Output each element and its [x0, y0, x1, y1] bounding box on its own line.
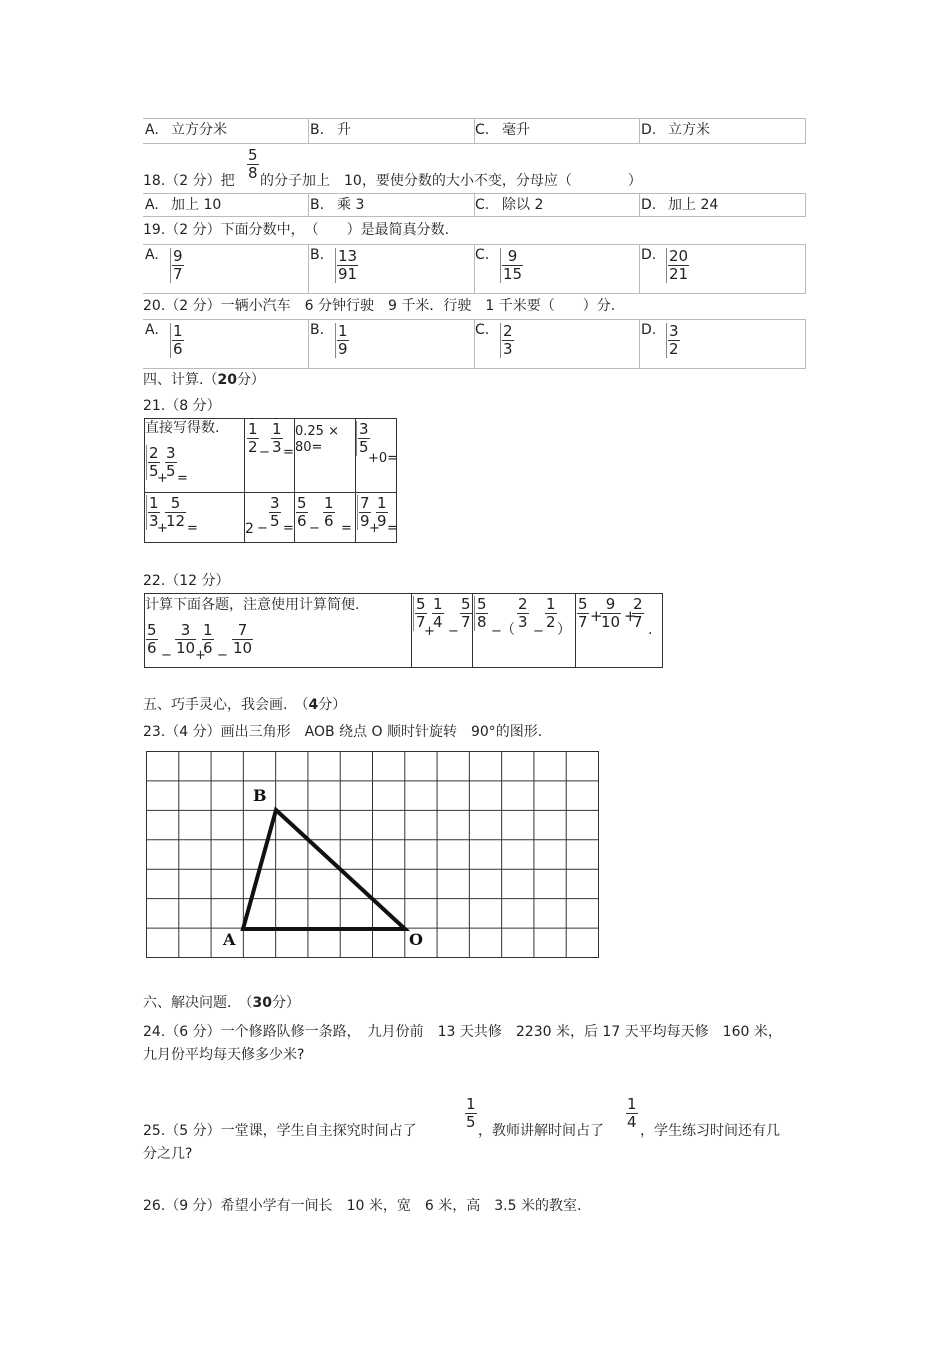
q22-e4-op2: +	[624, 607, 637, 625]
q22-e3-rp: ）	[557, 622, 571, 638]
q17-option-b-letter: B.	[310, 122, 325, 138]
q21-c1-b	[165, 445, 177, 480]
q19-option-a-letter: A.	[145, 247, 159, 263]
q19-option-c-letter: C.	[475, 247, 490, 263]
q17-option-b-text: 升	[337, 122, 351, 138]
q21-c4-a-den: 5	[359, 438, 369, 456]
q22-e3-c-num: 1	[546, 595, 556, 613]
q20-d-num: 3	[669, 322, 679, 340]
q18-frac-num: 5	[248, 146, 258, 164]
q23-grid-figure	[146, 751, 600, 963]
q19-a-den: 7	[173, 265, 183, 283]
q19-c-num: 9	[507, 247, 518, 265]
q18-option-d-text: 加上 24	[668, 197, 719, 213]
q22-e3-a	[474, 596, 488, 631]
q19-option-a-frac	[170, 248, 184, 283]
q24-line1: 24.（6 分）一个修路队修一条路， 九月份前 13 天共修 2230 米，后 17 天平均每天修 160 米，	[143, 1024, 782, 1040]
q22-e4-a-num: 5	[578, 595, 588, 613]
q20-option-d-letter: D.	[641, 322, 657, 338]
q22-cell-1	[145, 594, 412, 668]
q21-c7-a-den: 6	[297, 512, 307, 530]
q18-option-d-letter: D.	[641, 197, 657, 213]
q22-e2-b	[432, 596, 444, 631]
point-a-label: A	[223, 930, 236, 949]
q22-e2-b-den: 4	[433, 613, 443, 631]
q22-e3-op2: −	[533, 624, 544, 639]
q21-c2-b	[271, 421, 283, 456]
q22-e2-op2: −	[448, 624, 459, 639]
q21-c5-op: +	[157, 521, 168, 536]
q21-c8-b	[376, 495, 388, 530]
q21-c5-eq: =	[187, 521, 198, 536]
q22-e4-c-num: 2	[633, 595, 643, 613]
q22-e3-a-den: 8	[477, 613, 487, 631]
q25-frac1	[465, 1096, 477, 1131]
q19-a-num: 9	[173, 247, 183, 265]
section6-points: 30	[252, 995, 272, 1011]
q18-prefix: 18.（2 分）把	[143, 173, 235, 189]
q22-e4-b-den: 10	[601, 613, 621, 631]
q22-e3-a-num: 5	[477, 595, 487, 613]
q18-option-a-letter: A.	[145, 197, 159, 213]
q22-e1-b-den: 10	[176, 639, 196, 657]
q20-option-b-letter: B.	[310, 322, 325, 338]
q21-c7-a	[296, 495, 308, 530]
q22-e1-op3: −	[217, 648, 228, 663]
q22-e3-op1: −	[491, 624, 502, 639]
q18-option-a-text: 加上 10	[171, 197, 222, 213]
q21-c7-op: −	[309, 521, 320, 536]
q22-e4-b	[600, 596, 621, 631]
section5-points: 4	[308, 697, 319, 713]
point-b-label: B	[253, 786, 267, 805]
q22-e2-b-num: 1	[433, 595, 443, 613]
q19-b-den: 91	[338, 265, 358, 283]
q19-d-num: 20	[669, 247, 689, 265]
q21-c7-eq: =	[341, 521, 352, 536]
q22-e2-c-num: 5	[461, 595, 471, 613]
q22-e3-b	[517, 596, 529, 631]
q20-question: 20.（2 分）一辆小汽车 6 分钟行驶 9 千米．行驶 1 千米要（ ）分.	[143, 298, 616, 314]
q22-label: 22.（12 分）	[143, 573, 230, 589]
q22-e4-c	[632, 596, 644, 631]
q22-table	[144, 593, 663, 668]
q22-e1-d-den: 10	[233, 639, 253, 657]
q22-e4-c-den: 7	[633, 613, 643, 631]
grid-inner-lines	[147, 752, 599, 958]
q18-option-c-letter: C.	[475, 197, 490, 213]
q25-part3: ，学生练习时间还有几	[640, 1123, 780, 1139]
section5-title	[143, 696, 346, 714]
q22-e4-op1: +	[590, 607, 603, 625]
q17-option-a-letter: A.	[145, 122, 159, 138]
q19-b-num: 13	[338, 247, 358, 265]
q20-c-num: 2	[503, 322, 513, 340]
q21-c1-op: +	[157, 471, 168, 486]
q22-e1-d-num: 7	[237, 621, 248, 639]
q24-line2: 九月份平均每天修多少米?	[143, 1047, 305, 1063]
q21-c6-op: −	[257, 521, 268, 536]
q17-option-a-text: 立方分米	[171, 122, 227, 138]
q18-frac-den: 8	[248, 164, 258, 182]
q25-part2: ，教师讲解时间占了	[478, 1123, 604, 1139]
q22-e4-b-num: 9	[605, 595, 616, 613]
section6-title	[143, 994, 300, 1012]
q21-c2-op: −	[259, 445, 270, 460]
q22-cell-4	[576, 594, 663, 668]
q22-e1-b-num: 3	[180, 621, 191, 639]
section4-title-text: 四、计算.（	[143, 372, 218, 388]
section4-title	[143, 371, 265, 389]
section6-title-text: 六、解决问题. （	[143, 995, 253, 1011]
q21-c1-b-den: 5	[166, 462, 176, 480]
q21-c2-b-num: 1	[272, 420, 282, 438]
q22-e1-b	[175, 622, 196, 657]
q20-option-a-frac	[170, 323, 184, 358]
q21-c2-eq: =	[283, 445, 294, 460]
q21-c8-eq: =	[387, 521, 398, 536]
q21-c5-a-den: 3	[149, 512, 159, 530]
q21-c7-b	[323, 495, 335, 530]
q21-c8-a-num: 7	[360, 494, 370, 512]
q21-c5-b-num: 5	[170, 494, 181, 512]
q21-cell-2	[245, 419, 295, 493]
q20-option-c-letter: C.	[475, 322, 490, 338]
q18-suffix: 的分子加上 10，要使分数的大小不变，分母应（ ）	[260, 173, 642, 189]
q22-e3-c-den: 2	[546, 613, 556, 631]
q21-c5-b-den: 12	[166, 512, 186, 530]
q20-b-den: 9	[338, 340, 348, 358]
q22-e2-a-num: 5	[416, 595, 426, 613]
q21-c6-b-den: 5	[270, 512, 280, 530]
q21-c8-b-num: 1	[377, 494, 387, 512]
q22-cell-3	[473, 594, 576, 668]
q19-d-den: 21	[669, 265, 689, 283]
section4-points: 20	[217, 372, 237, 388]
q21-c2-a-den: 2	[248, 438, 258, 456]
q25-part1: 25.（5 分）一堂课，学生自主探究时间占了	[143, 1123, 417, 1139]
q21-c3-text: 0.25 × 80=	[295, 424, 339, 455]
q22-e1-c-den: 6	[203, 639, 213, 657]
q22-e3-b-num: 2	[518, 595, 528, 613]
q21-cell-8	[356, 493, 397, 543]
q21-c2-b-den: 3	[272, 438, 282, 456]
q21-c5-b	[165, 495, 186, 530]
q19-option-b-frac	[335, 248, 358, 283]
q21-c1-eq: =	[177, 471, 188, 486]
q19-option-d-letter: D.	[641, 247, 657, 263]
q22-e3-c	[545, 596, 557, 631]
q17-option-d-text: 立方米	[668, 122, 710, 138]
q20-a-den: 6	[173, 340, 183, 358]
point-o-label: O	[409, 930, 423, 949]
q25-f2-num: 1	[627, 1095, 637, 1113]
q21-cell-4	[356, 419, 397, 493]
q20-option-c-frac	[500, 323, 514, 358]
q22-e2-op1: +	[424, 624, 435, 639]
q21-c7-b-den: 6	[324, 512, 334, 530]
q21-c1-a-num: 2	[149, 444, 159, 462]
q18-option-b-text: 乘 3	[337, 197, 365, 213]
q25-f1-den: 5	[466, 1113, 476, 1131]
section6-close: 分）	[271, 995, 300, 1011]
q21-c7-a-num: 5	[297, 494, 307, 512]
q21-c2-a	[247, 421, 259, 456]
q17-option-c-letter: C.	[475, 122, 490, 138]
q22-cell-2	[412, 594, 473, 668]
q21-c8-op: +	[369, 521, 380, 536]
q21-cell-3	[295, 419, 356, 493]
q17-option-d-letter: D.	[641, 122, 657, 138]
q19-c-den: 15	[503, 265, 523, 283]
q22-e4-a	[577, 596, 589, 631]
q22-e1-op1: −	[161, 648, 172, 663]
q25-line2: 分之几?	[143, 1146, 193, 1162]
q22-e4-a-den: 7	[578, 613, 588, 631]
q21-c4-a-num: 3	[359, 420, 369, 438]
q21-label: 21.（8 分）	[143, 398, 221, 414]
q18-fraction	[247, 147, 259, 182]
q22-e3-b-den: 3	[518, 613, 528, 631]
q17-option-c-text: 毫升	[502, 122, 530, 138]
q21-c6-b-num: 3	[270, 494, 280, 512]
q21-c1-a-den: 5	[149, 462, 159, 480]
q21-c6-whole: 2	[245, 521, 254, 537]
q26-question: 26.（9 分）希望小学有一间长 10 米，宽 6 米，高 3.5 米的教室.	[143, 1198, 582, 1214]
q21-cell-1	[145, 419, 245, 493]
q25-frac2	[626, 1096, 638, 1131]
q22-e1-op2: +	[195, 648, 206, 663]
q22-e2-c	[460, 596, 472, 631]
q21-c7-b-num: 1	[324, 494, 334, 512]
section4-close: 分）	[236, 372, 265, 388]
q22-e1-a	[146, 622, 158, 657]
q23-question: 23.（4 分）画出三角形 AOB 绕点 O 顺时针旋转 90°的图形.	[143, 724, 543, 740]
q21-c5-a-num: 1	[149, 494, 159, 512]
q21-c4-rest: +0=	[368, 451, 399, 466]
q20-d-den: 2	[669, 340, 679, 358]
q21-c6-eq: =	[283, 521, 294, 536]
q20-option-d-frac	[666, 323, 680, 358]
q22-e1-c	[202, 622, 214, 657]
q22-e4-end: .	[648, 622, 653, 638]
q25-f1-num: 1	[466, 1095, 476, 1113]
q19-option-b-letter: B.	[310, 247, 325, 263]
q19-option-d-frac	[666, 248, 689, 283]
q22-e2-a-den: 7	[416, 613, 426, 631]
section5-close: 分）	[318, 697, 347, 713]
q21-c2-a-num: 1	[248, 420, 258, 438]
q22-e1-a-den: 6	[147, 639, 157, 657]
q21-table	[144, 418, 397, 543]
q19-question: 19.（2 分）下面分数中， （ ）是最简真分数.	[143, 222, 450, 238]
q22-e3-lp: （	[501, 622, 515, 638]
q22-e1-c-num: 1	[203, 621, 213, 639]
q20-b-num: 1	[338, 322, 348, 340]
q21-instruction: 直接写得数.	[145, 420, 220, 436]
q21-cell-6	[245, 493, 295, 543]
q22-e2-c-den: 7	[461, 613, 471, 631]
q21-cell-5	[145, 493, 245, 543]
q18-option-c-text: 除以 2	[502, 197, 544, 213]
q20-a-num: 1	[173, 322, 183, 340]
q21-c8-a-den: 9	[360, 512, 370, 530]
q25-f2-den: 4	[627, 1113, 637, 1131]
q20-option-a-letter: A.	[145, 322, 159, 338]
q21-cell-7	[295, 493, 356, 543]
q22-e1-d	[232, 622, 253, 657]
section5-title-text: 五、巧手灵心，我会画. （	[143, 697, 309, 713]
q22-instruction: 计算下面各题，注意使用计算简便.	[145, 597, 360, 613]
q22-e1-a-num: 5	[147, 621, 157, 639]
rotation-grid	[146, 751, 600, 959]
q20-option-b-frac	[335, 323, 349, 358]
q19-option-c-frac	[500, 248, 523, 283]
q21-c1-b-num: 3	[166, 444, 176, 462]
q21-c6-b	[269, 495, 281, 530]
q20-c-den: 3	[503, 340, 513, 358]
q18-option-b-letter: B.	[310, 197, 325, 213]
q21-c8-b-den: 9	[377, 512, 387, 530]
